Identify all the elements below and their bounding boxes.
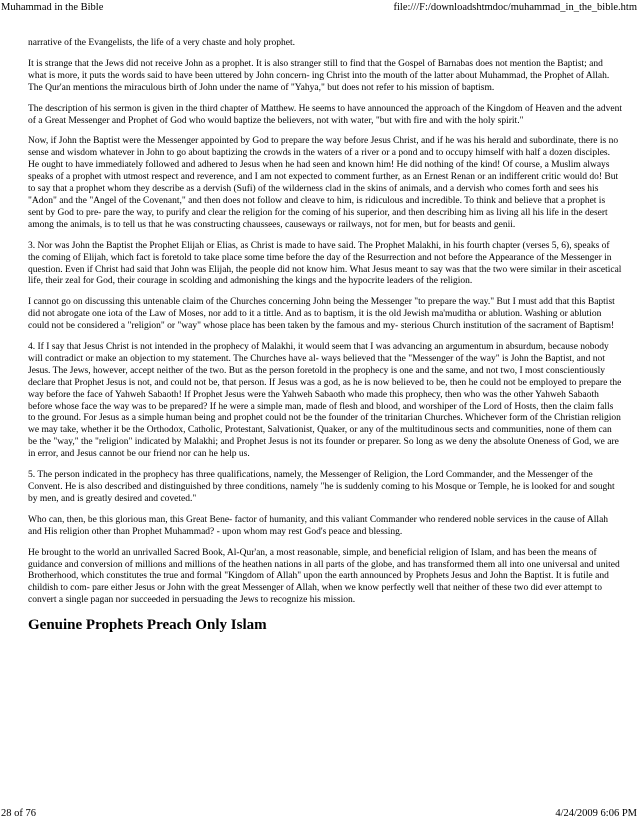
page-header-title: Muhammad in the Bible — [1, 2, 104, 13]
page-number: 28 of 76 — [1, 808, 36, 819]
paragraph: 3. Nor was John the Baptist the Prophet Elijah or Elias, as Christ is made to have said. The Prophet Malakhi, in his fourth chapter (verses 5, 6), speaks of the coming of Elijah, which fact is foretold to take place some time before the day of the Resurrection and not before the Appearance of the Messenger in question. Even if Christ had said that John was Elijah, the people did not know him. What Jesus meant to say was that the two were similar in their ascetical life, their zeal for God, their courage in scolding and admonishing the kings and the hypocrite leaders of the religion. — [28, 240, 622, 287]
page-header-path: file:///F:/downloadshtmdoc/muhammad_in_the_bible.htm — [393, 2, 637, 13]
paragraph: narrative of the Evangelists, the life of a very chaste and holy prophet. — [28, 38, 295, 48]
document-body — [28, 38, 622, 634]
paragraph: Who can, then, be this glorious man, this Great Bene- factor of humanity, and this valiant Commander who rendered noble services in the cause of Allah and His religion other than Prophet Muhammad? - upon whom may rest God's peace and blessing. — [28, 514, 609, 537]
paragraph: 4. If I say that Jesus Christ is not intended in the prophecy of Malakhi, it would seem that I was advancing an argumentum in absurdum, because nobody will contradict or make an objection to my statement. The Churches have al- ways believed that the "Messenger of the way" is John the Baptist, and not Jesus. The Jews, however, accept neither of the two. But as the person foretold in the prophecy is one and the same, and not two, I most conscientiously declare that Prophet Jesus is not, and could not be, that person. If Jesus was a god, as he is now believed to be, then he could not be employed to prepare the way before the face of Yahweh Sabaoth! If Prophet Jesus were the Yahweh Sabaoth who made this prophecy, then who was the other Yahweh Sabaoth before whose face the way was to be prepared? If he were a simple man, made of flesh and blood, and worshiper of the Lord of Hosts, then the claim falls to the ground. For Jesus as a simple human being and prophet could not be the founder of the trinitarian Churches. Whichever form of the Christian religion we may take, whether it be the Orthodox, Catholic, Protestant, Salvationist, Quaker, or any of the multitudinous sects and communities, none of them can be the "way," the "religion" indicated by Malakhi; and Prophet Jesus is not its founder or preparer. So long as we deny the absolute Oneness of God, we are in error, and Jesus cannot be our friend nor can he help us. — [28, 342, 622, 460]
paragraph: It is strange that the Jews did not receive John as a prophet. It is also stranger still to find that the Gospel of Barnabas does not mention the Baptist; and what is more, it puts the words said to have been uttered by John concern- ing Christ into the mouth of the latter about Muhammad, the Prophet of Allah. The Qur'an mentions the miraculous birth of John under the name of "Yahya," but does not refer to his mission of baptism. — [28, 58, 610, 93]
print-datetime: 4/24/2009 6:06 PM — [555, 808, 637, 819]
paragraph: I cannot go on discussing this untenable claim of the Churches concerning John being the Messenger "to prepare the way." But I must add that this Baptist did not abrogate one iota of the Law of Moses, nor add to it a tittle. And as to baptism, it is the old Jewish ma'muditha or ablution. Washing or ablution could not be considered a "religion" or "way" whose place has been taken by the famous and my- sterious Church institution of the sacrament of Baptism! — [28, 297, 615, 332]
section-heading: Genuine Prophets Preach Only Islam — [28, 617, 267, 634]
paragraph: He brought to the world an unrivalled Sacred Book, Al-Qur'an, a most reasonable, simple, and beneficial religion of Islam, and has been the means of guidance and conversion of millions and millions of the heathen nations in all parts of the globe, and has transformed them all into one universal and united Brotherhood, which constitutes the true and formal "Kingdom of Allah" upon the earth announced by Prophets Jesus and John the Baptist. It is futile and childish to com- pare either Jesus or John with the great Messenger of Allah, when we know perfectly well that neither of these two did ever attempt to convert a single pagan nor succeeded in persuading the Jews to recognize his mission. — [28, 547, 620, 606]
paragraph: 5. The person indicated in the prophecy has three qualifications, namely, the Messenger of Religion, the Lord Commander, and the Messenger of the Convent. He is also described and distinguished by three conditions, namely "he is suddenly coming to his Mosque or Temple, he is looked for and sought by men, and is greatly desired and coveted." — [28, 470, 615, 504]
paragraph: The description of his sermon is given in the third chapter of Matthew. He seems to have announced the approach of the Kingdom of Heaven and the advent of a Great Messenger and Prophet of God who would baptize the believers, not with water, "but with fire and with the holy spirit." — [28, 103, 623, 126]
paragraph: Now, if John the Baptist were the Messenger appointed by God to prepare the way before Jesus Christ, and if he was his herald and subordinate, there is no sense and wisdom whatever in John to go about baptizing the crowds in the waters of a river or a pond and to occupy himself with half a dozen disciples. He ought to have immediately followed and adhered to Jesus when he had seen and known him! He did nothing of the kind! Of course, a Muslim always speaks of a prophet with utmost respect and reverence, and I am not expected to comment further, as an Ernest Renan or an indifferent critic would do! But to say that a prophet whom they describe as a dervish (Sufi) of the wilderness clad in the skins of animals, and a dervish who comes forth and sees his "Adon" and the "Angel of the Covenant," and then does not follow and cleave to him, is ridiculous and incredible. To think and believe that a prophet is sent by God to pre- pare the way, to purify and clear the religion for the coming of his superior, and then describing him as living all his life in the desert among the animals, is to tell us that he was constructing chaussees, causeways or railways, not for men, but for beasts and genii. — [28, 136, 619, 230]
